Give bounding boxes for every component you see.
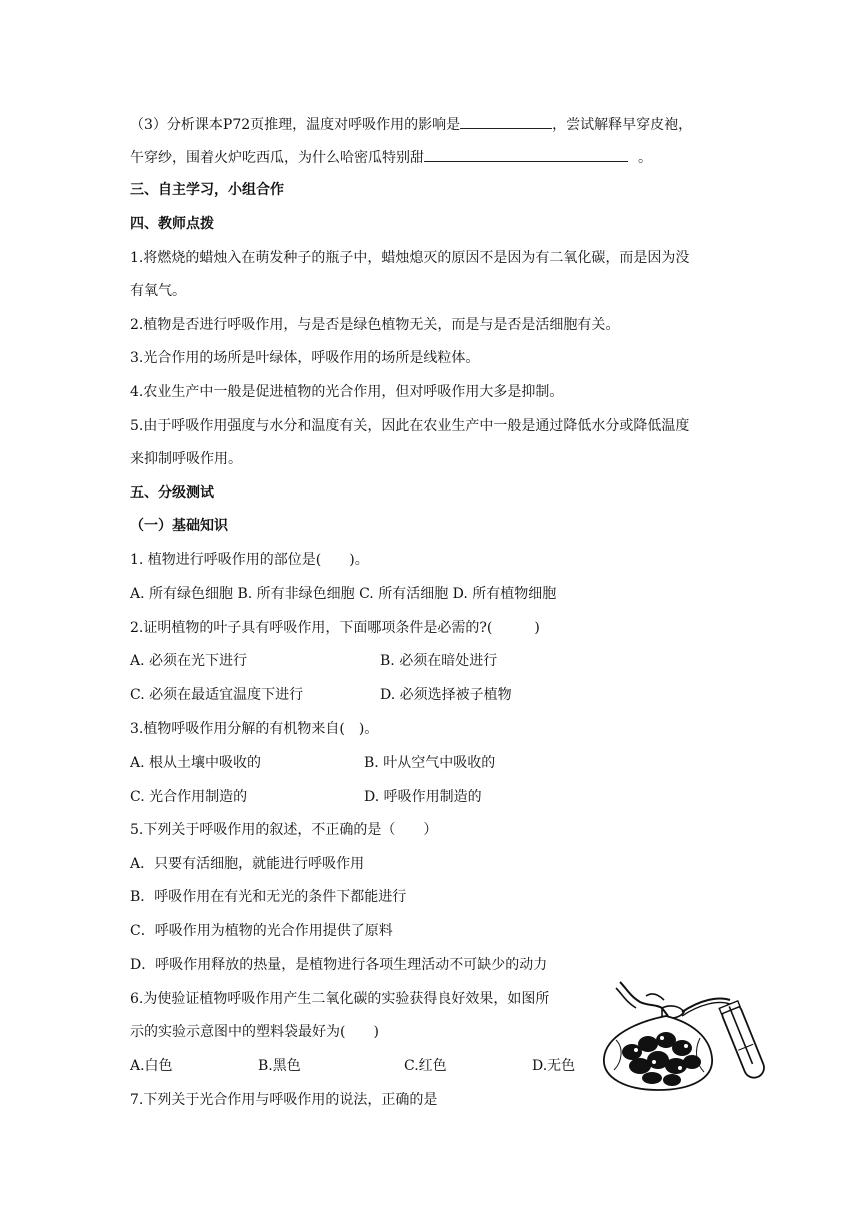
question-7: 7.下列关于光合作用与呼吸作用的说法，正确的是	[130, 1092, 438, 1108]
question-3-text-c: 午穿纱，围着火炉吃西瓜，为什么哈密瓜特别甜	[130, 150, 424, 166]
tip-5-line-2: 来抑制呼吸作用。	[130, 451, 242, 467]
question-5-option-a: A．只要有活细胞，就能进行呼吸作用	[130, 856, 365, 872]
question-3-text-a: （3）分析课本P72页推理，温度对呼吸作用的影响是	[130, 117, 461, 133]
question-5: 5.下列关于呼吸作用的叙述，不正确的是（ ）	[130, 822, 438, 838]
question-6-option-a: A.白色	[130, 1058, 173, 1074]
question-6-line-2: 示的实验示意图中的塑料袋最好为( )	[130, 1024, 379, 1040]
tip-1-line-2: 有氧气。	[130, 283, 186, 299]
answer-blank-2[interactable]	[424, 147, 628, 162]
question-5-option-c: C．呼吸作用为植物的光合作用提供了原料	[130, 923, 393, 939]
question-1-options: A. 所有绿色细胞 B. 所有非绿色细胞 C. 所有活细胞 D. 所有植物细胞	[130, 586, 557, 602]
subsection-basic-knowledge: （一）基础知识	[130, 518, 228, 534]
tip-3: 3.光合作用的场所是叶绿体，呼吸作用的场所是线粒体。	[130, 350, 480, 366]
experiment-figure	[596, 978, 776, 1096]
question-3-line-2	[130, 147, 652, 168]
section-5-heading: 五、分级测试	[130, 485, 214, 501]
question-3-text-b: ，尝试解释早穿皮袍，	[552, 117, 693, 133]
question-5-option-b: B．呼吸作用在有光和无光的条件下都能进行	[130, 889, 407, 905]
question-1: 1. 植物进行呼吸作用的部位是( )。	[130, 552, 369, 568]
question-2-option-d: D. 必须选择被子植物	[380, 687, 512, 703]
question-2-option-b: B. 必须在暗处进行	[380, 653, 498, 669]
question-2-option-a: A. 必须在光下进行	[130, 653, 248, 669]
question-3-option-c: C. 光合作用制造的	[130, 789, 248, 805]
question-3-option-a: A. 根从土壤中吸收的	[130, 755, 262, 771]
question-6-option-d: D.无色	[532, 1058, 576, 1074]
tip-5-line-1: 5.由于呼吸作用强度与水分和温度有关，因此在农业生产中一般是通过降低水分或降低温度	[130, 418, 690, 434]
question-2-option-c: C. 必须在最适宜温度下进行	[130, 687, 304, 703]
section-4-heading: 四、教师点拨	[130, 216, 214, 232]
question-3-organic: 3.植物呼吸作用分解的有机物来自( )。	[130, 721, 379, 737]
tip-1-line-1: 1.将燃烧的蜡烛入在萌发种子的瓶子中，蜡烛熄灭的原因不是因为有二氧化碳，而是因为没	[130, 250, 690, 266]
question-3-option-b: B. 叶从空气中吸收的	[364, 755, 496, 771]
question-3-option-d: D. 呼吸作用制造的	[364, 789, 482, 805]
answer-blank-1[interactable]	[460, 114, 552, 129]
question-6-option-c: C.红色	[404, 1058, 447, 1074]
tip-4: 4.农业生产中一般是促进植物的光合作用，但对呼吸作用大多是抑制。	[130, 384, 564, 400]
question-3-text-d: 。	[638, 150, 652, 166]
question-6-option-b: B.黑色	[258, 1058, 301, 1074]
question-2: 2.证明植物的叶子具有呼吸作用，下面哪项条件是必需的?( )	[130, 620, 540, 636]
tip-2: 2.植物是否进行呼吸作用，与是否是绿色植物无关，而是与是否是活细胞有关。	[130, 317, 620, 333]
question-5-option-d: D．呼吸作用释放的热量，是植物进行各项生理活动不可缺少的动力	[130, 957, 548, 973]
question-6-line-1: 6.为使验证植物呼吸作用产生二氧化碳的实验获得良好效果，如图所	[130, 991, 550, 1007]
question-3-line-1	[130, 114, 692, 135]
plastic-bag-test-tube-illustration	[596, 978, 776, 1096]
section-3-heading: 三、自主学习，小组合作	[130, 182, 284, 198]
